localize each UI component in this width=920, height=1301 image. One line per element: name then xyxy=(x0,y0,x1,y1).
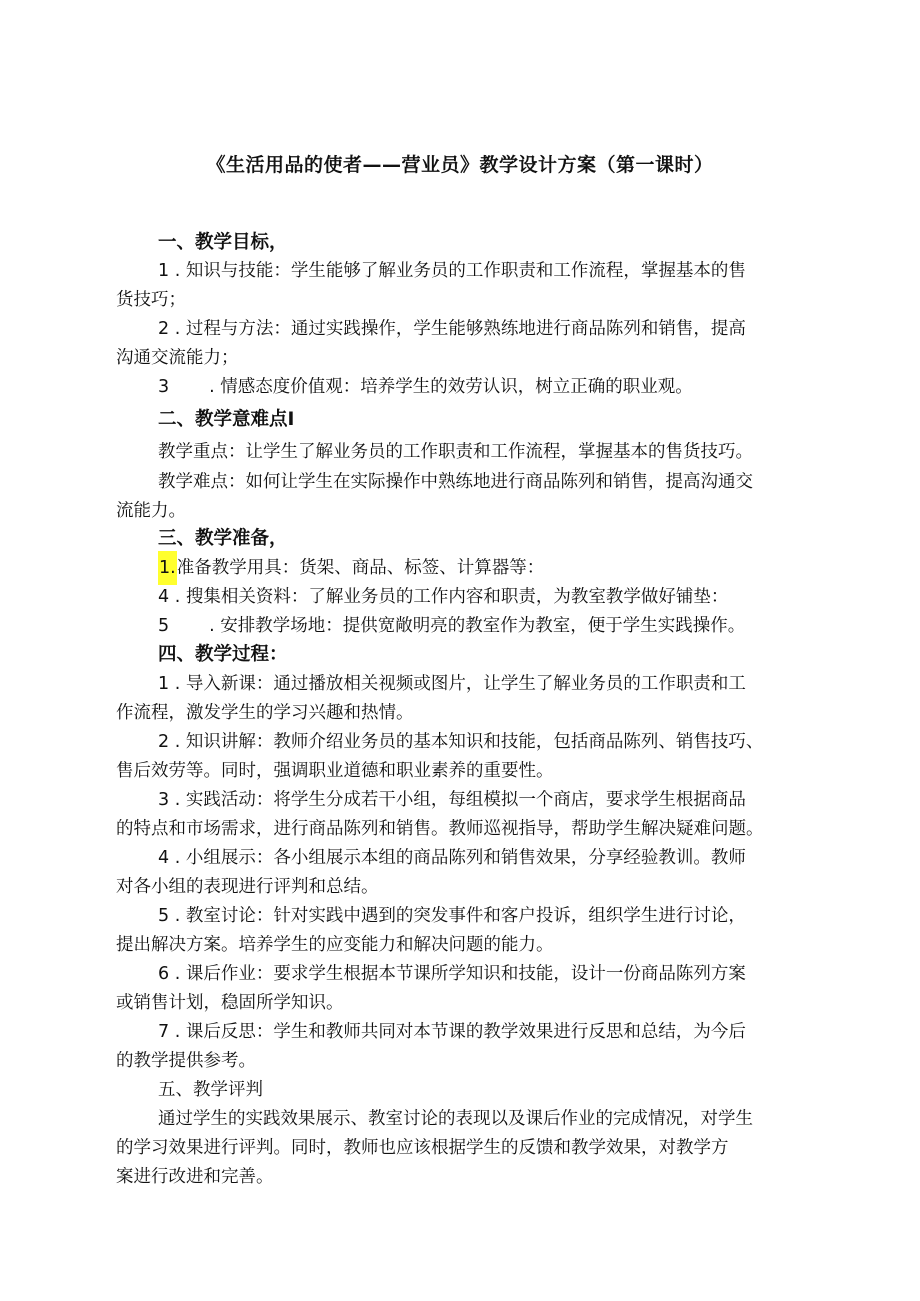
paragraph-line: 对各小组的表现进行评判和总结。 xyxy=(116,877,379,897)
list-text: . 情感态度价值观：培养学生的效劳认识，树立正确的职业观。 xyxy=(209,377,693,397)
list-number: 5 xyxy=(158,616,170,636)
paragraph-line: 1 . 知识与技能：学生能够了解业务员的工作职责和工作流程，掌握基本的售 xyxy=(158,261,746,281)
paragraph-line: 或销售计划，稳固所学知识。 xyxy=(116,993,344,1013)
section-heading-process: 四、教学过程： xyxy=(158,644,288,665)
paragraph-line: 售后效劳等。同时，强调职业道德和职业素养的重要性。 xyxy=(116,761,554,781)
paragraph-line: 2 . 知识讲解：教师介绍业务员的基本知识和技能，包括商品陈列、销售技巧、 xyxy=(158,732,764,752)
section-heading-preparation: 三、教学准备， xyxy=(158,528,288,549)
paragraph-line: 流能力。 xyxy=(116,501,186,521)
paragraph-line: 的教学提供参考。 xyxy=(116,1051,256,1071)
section-heading-key-points: 二、教学意难点I xyxy=(158,409,295,430)
paragraph-line: 5 . 教室讨论：针对实践中遇到的突发事件和客户投诉，组织学生进行讨论， xyxy=(158,906,746,926)
section-heading-objectives: 一、教学目标， xyxy=(158,232,288,253)
paragraph-line: 1 . 导入新课：通过播放相关视频或图片，让学生了解业务员的工作职责和工 xyxy=(158,674,746,694)
paragraph-line: 沟通交流能力； xyxy=(116,348,239,368)
paragraph-line: 案进行改进和完善。 xyxy=(116,1167,274,1187)
list-text: . 安排教学场地：提供宽敞明亮的教室作为教室，便于学生实践操作。 xyxy=(209,616,746,636)
paragraph-line: 2 . 过程与方法：通过实践操作，学生能够熟练地进行商品陈列和销售，提高 xyxy=(158,319,746,339)
paragraph-line: 的特点和市场需求，进行商品陈列和销售。教师巡视指导，帮助学生解决疑难问题。 xyxy=(116,819,764,839)
section-heading-evaluation: 五、教学评判 xyxy=(158,1080,263,1100)
paragraph-line: 7 . 课后反思：学生和教师共同对本节课的教学效果进行反思和总结，为今后 xyxy=(158,1022,746,1042)
list-text: 准备教学用具：货架、商品、标签、计算器等： xyxy=(176,558,545,578)
paragraph-line: 货技巧； xyxy=(116,290,186,310)
list-number: 3 xyxy=(158,377,170,397)
paragraph-line: 6 . 课后作业：要求学生根据本节课所学知识和技能，设计一份商品陈列方案 xyxy=(158,964,746,984)
paragraph-line: 4 . 小组展示：各小组展示本组的商品陈列和销售效果，分享经验教训。教师 xyxy=(158,848,746,868)
page-title: 《生活用品的使者——营业员》教学设计方案（第一课时） xyxy=(206,154,714,176)
paragraph-line: 通过学生的实践效果展示、教室讨论的表现以及课后作业的完成情况，对学生 xyxy=(158,1109,753,1129)
paragraph-line: 作流程，激发学生的学习兴趣和热情。 xyxy=(116,703,414,723)
paragraph-line: 4 . 搜集相关资料：了解业务员的工作内容和职责，为教室教学做好铺垫： xyxy=(158,587,729,607)
paragraph-line: 3 . 实践活动：将学生分成若干小组，每组模拟一个商店，要求学生根据商品 xyxy=(158,790,746,810)
highlighted-list-number: 1. xyxy=(158,551,177,585)
paragraph-line: 的学习效果进行评判。同时，教师也应该根据学生的反馈和教学效果，对教学方 xyxy=(116,1138,729,1158)
paragraph-line xyxy=(158,370,878,404)
paragraph-line: 提出解决方案。培养学生的应变能力和解决问题的能力。 xyxy=(116,935,554,955)
paragraph-line: 教学难点：如何让学生在实际操作中熟练地进行商品陈列和销售，提高沟通交 xyxy=(158,472,753,492)
paragraph-line: 教学重点：让学生了解业务员的工作职责和工作流程，掌握基本的售货技巧。 xyxy=(158,442,753,462)
